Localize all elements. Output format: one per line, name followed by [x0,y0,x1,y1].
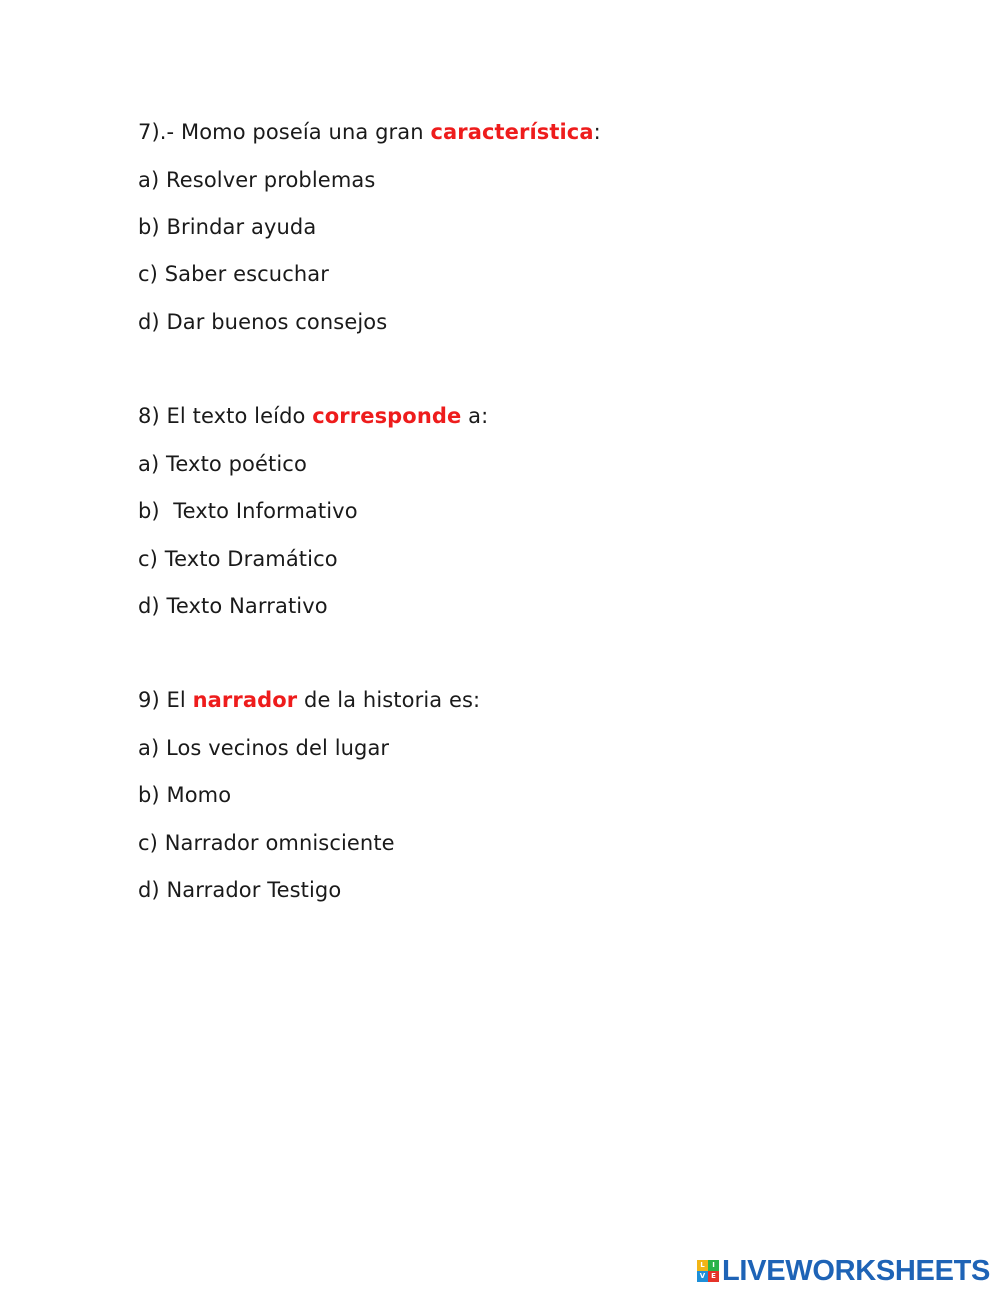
question-7-option-b[interactable]: b) Brindar ayuda [138,215,317,239]
question-7-option-c[interactable]: c) Saber escuchar [138,262,329,286]
liveworksheets-logo-text: LIVEWORKSHEETS [722,1255,991,1287]
liveworksheets-logo [697,1256,990,1286]
question-7-option-d[interactable]: d) Dar buenos consejos [138,310,388,334]
question-8-option-a[interactable]: a) Texto poético [138,452,307,476]
question-7-prefix: 7).- Momo poseía una gran [138,120,431,144]
question-9-option-b[interactable]: b) Momo [138,783,232,807]
question-7-keyword: característica [430,120,594,144]
question-7 [138,118,601,146]
question-9-option-c[interactable]: c) Narrador omnisciente [138,831,395,855]
question-9 [138,686,480,714]
question-9-option-a[interactable]: a) Los vecinos del lugar [138,736,390,760]
question-7-option-a[interactable]: a) Resolver problemas [138,168,376,192]
question-9-keyword: narrador [192,688,298,712]
logo-tile-e: E [708,1271,719,1282]
question-9-suffix: de la historia es: [297,688,481,712]
question-8-option-c[interactable]: c) Texto Dramático [138,547,338,571]
question-8-prefix: 8) El texto leído [138,404,313,428]
liveworksheets-logo-icon [697,1260,719,1282]
question-9-prefix: 9) El [138,688,193,712]
question-8-option-b[interactable]: b) Texto Informativo [138,499,358,523]
logo-tile-i: I [708,1260,719,1271]
question-7-suffix: : [593,120,601,144]
question-8 [138,402,488,430]
question-8-option-d[interactable]: d) Texto Narrativo [138,594,328,618]
question-8-suffix: a: [461,404,489,428]
question-8-keyword: corresponde [312,404,462,428]
logo-tile-l: L [697,1260,708,1271]
question-9-option-d[interactable]: d) Narrador Testigo [138,878,342,902]
logo-tile-v: V [697,1271,708,1282]
